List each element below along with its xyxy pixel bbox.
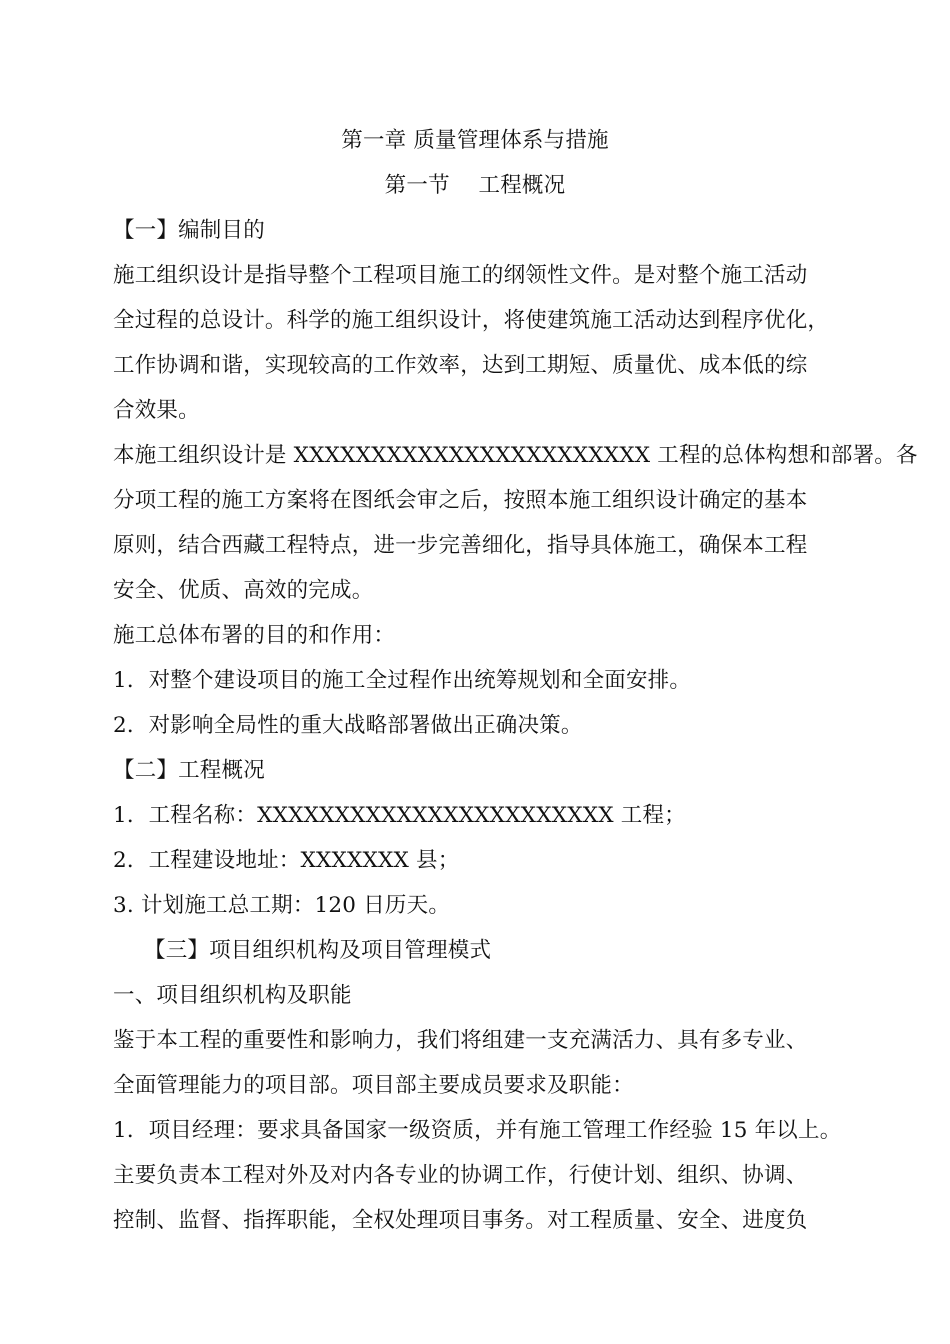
paragraph-line: 控制、监督、指挥职能，全权处理项目事务。对工程质量、安全、进度负 (113, 1208, 808, 1233)
heading-project-overview: 【二】工程概况 (113, 758, 265, 783)
section-title: 第一节 工程概况 (384, 173, 566, 198)
paragraph-line: 全过程的总设计。科学的施工组织设计，将使建筑施工活动达到程序优化， (113, 308, 830, 333)
paragraph-line: 主要负责本工程对外及对内各专业的协调工作，行使计划、组织、协调、 (113, 1163, 808, 1188)
paragraph-line: 原则，结合西藏工程特点，进一步完善细化，指导具体施工，确保本工程 (113, 533, 808, 558)
paragraph-line: 鉴于本工程的重要性和影响力，我们将组建一支充满活力、具有多专业、 (113, 1028, 808, 1053)
paragraph-line: 全面管理能力的项目部。项目部主要成员要求及职能： (113, 1073, 634, 1098)
sub-heading: 一、项目组织机构及职能 (113, 983, 352, 1008)
paragraph-line: 安全、优质、高效的完成。 (113, 578, 374, 603)
purpose-heading: 施工总体布署的目的和作用： (113, 623, 396, 648)
paragraph-line: 工作协调和谐，实现较高的工作效率，达到工期短、质量优、成本低的综 (113, 353, 808, 378)
paragraph-line: 1．项目经理：要求具备国家一级资质，并有施工管理工作经验 15 年以上。 (113, 1118, 842, 1143)
list-item: 2．工程建设地址：XXXXXXX 县； (113, 848, 460, 873)
paragraph-line: 分项工程的施工方案将在图纸会审之后，按照本施工组织设计确定的基本 (113, 488, 808, 513)
list-item: 1．对整个建设项目的施工全过程作出统筹规划和全面安排。 (113, 668, 692, 693)
paragraph-line: 本施工组织设计是 XXXXXXXXXXXXXXXXXXXXXXX 工程的总体构想和部署。各 (113, 443, 918, 468)
paragraph-line: 施工组织设计是指导整个工程项目施工的纲领性文件。是对整个施工活动 (113, 263, 808, 288)
paragraph-line: 合效果。 (113, 398, 200, 423)
list-item: 1．工程名称：XXXXXXXXXXXXXXXXXXXXXXX 工程； (113, 803, 686, 828)
list-item: 3. 计划施工总工期：120 日历天。 (113, 893, 451, 918)
list-item: 2．对影响全局性的重大战略部署做出正确决策。 (113, 713, 583, 738)
heading-organization: 【三】项目组织机构及项目管理模式 (144, 938, 492, 963)
heading-compilation-purpose: 【一】编制目的 (113, 218, 265, 243)
chapter-title: 第一章 质量管理体系与措施 (341, 128, 609, 153)
